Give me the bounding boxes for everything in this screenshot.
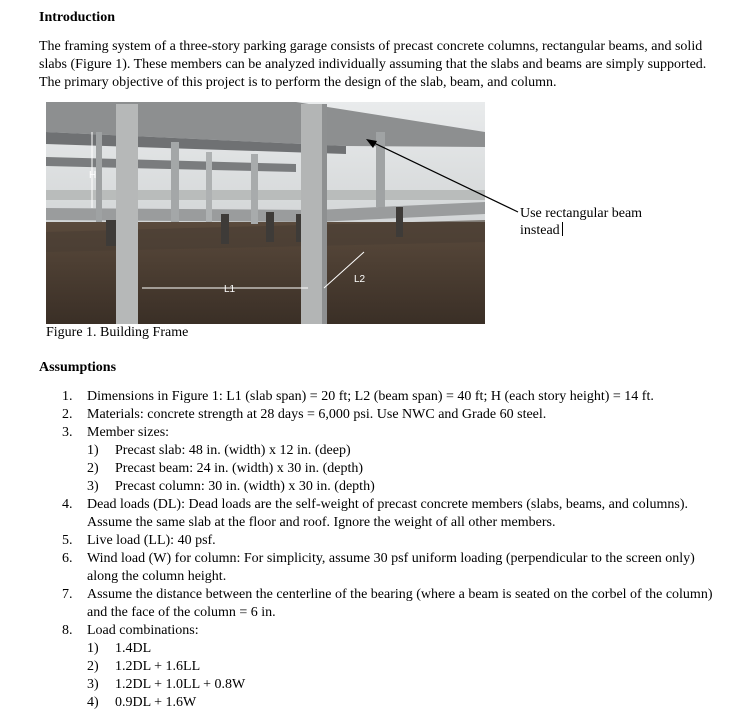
- introduction-paragraph: The framing system of a three-story parking garage consists of precast concrete columns, rectangular beams, and solid slabs (Figure 1). These members can be analyzed individually assuming that the slabs and beams are simply supported. The primary objective of this project is to perform the design of the slab, beam, and column.: [39, 39, 707, 90]
- list-item: 8. Load combinations: 1) 1.4DL 2) 1.2DL + 1.6LL 3) 1.2DL + 1.0LL + 0.8W 4) 0.9DL + 1.6W: [62, 622, 722, 712]
- dimension-h-label: H: [89, 170, 97, 181]
- callout-note: [520, 205, 720, 239]
- introduction-heading: Introduction: [39, 10, 115, 25]
- assumptions-heading: Assumptions: [39, 360, 117, 375]
- list-item: 1. Dimensions in Figure 1: L1 (slab span) = 20 ft; L2 (beam span) = 40 ft; H (each story height) = 14 ft.: [62, 389, 654, 404]
- sub-list-item: 3) Precast column: 30 in. (width) x 30 in. (depth): [87, 479, 375, 494]
- assumptions-list: [62, 388, 722, 712]
- callout-line-1: Use rectangular beam: [520, 206, 643, 221]
- load-combinations-sublist: [87, 640, 722, 712]
- member-sizes-sublist: [87, 442, 722, 496]
- text-cursor: [562, 222, 563, 236]
- list-item: 4. Dead loads (DL): Dead loads are the self-weight of precast concrete members (slabs, beams, and columns). Assume the same slab at the floor and roof. Ignore the weight of all other members.: [62, 497, 689, 530]
- sub-list-item: 2) Precast beam: 24 in. (width) x 30 in. (depth): [87, 461, 364, 476]
- sub-list-item: 2) 1.2DL + 1.6LL: [87, 659, 201, 674]
- list-item: 7. Assume the distance between the centerline of the bearing (where a beam is seated on the corbel of the column) and the face of the column = 6 in.: [62, 587, 713, 620]
- dimension-l1-label: L1: [224, 284, 236, 295]
- list-item: 6. Wind load (W) for column: For simplicity, assume 30 psf uniform loading (perpendicular to the screen only) along the column height.: [62, 551, 695, 584]
- sub-list-item: 1) Precast slab: 48 in. (width) x 12 in. (deep): [87, 443, 351, 458]
- sub-list-item: 4) 0.9DL + 1.6W: [87, 695, 197, 710]
- sub-list-item: 3) 1.2DL + 1.0LL + 0.8W: [87, 677, 246, 692]
- list-item: 3. Member sizes: 1) Precast slab: 48 in. (width) x 12 in. (deep) 2) Precast beam: 24 in. (width) x 30 in. (depth) 3) Precast column: 30 in. (width) x 30 in. (depth): [62, 424, 722, 496]
- list-item: 2. Materials: concrete strength at 28 days = 6,000 psi. Use NWC and Grade 60 steel.: [62, 407, 547, 422]
- figure-caption: Figure 1. Building Frame: [46, 325, 189, 340]
- sub-list-item: 1) 1.4DL: [87, 641, 152, 656]
- dimension-l2-label: L2: [354, 274, 366, 285]
- list-item: 5. Live load (LL): 40 psf.: [62, 533, 216, 548]
- callout-line-2: instead: [520, 223, 560, 238]
